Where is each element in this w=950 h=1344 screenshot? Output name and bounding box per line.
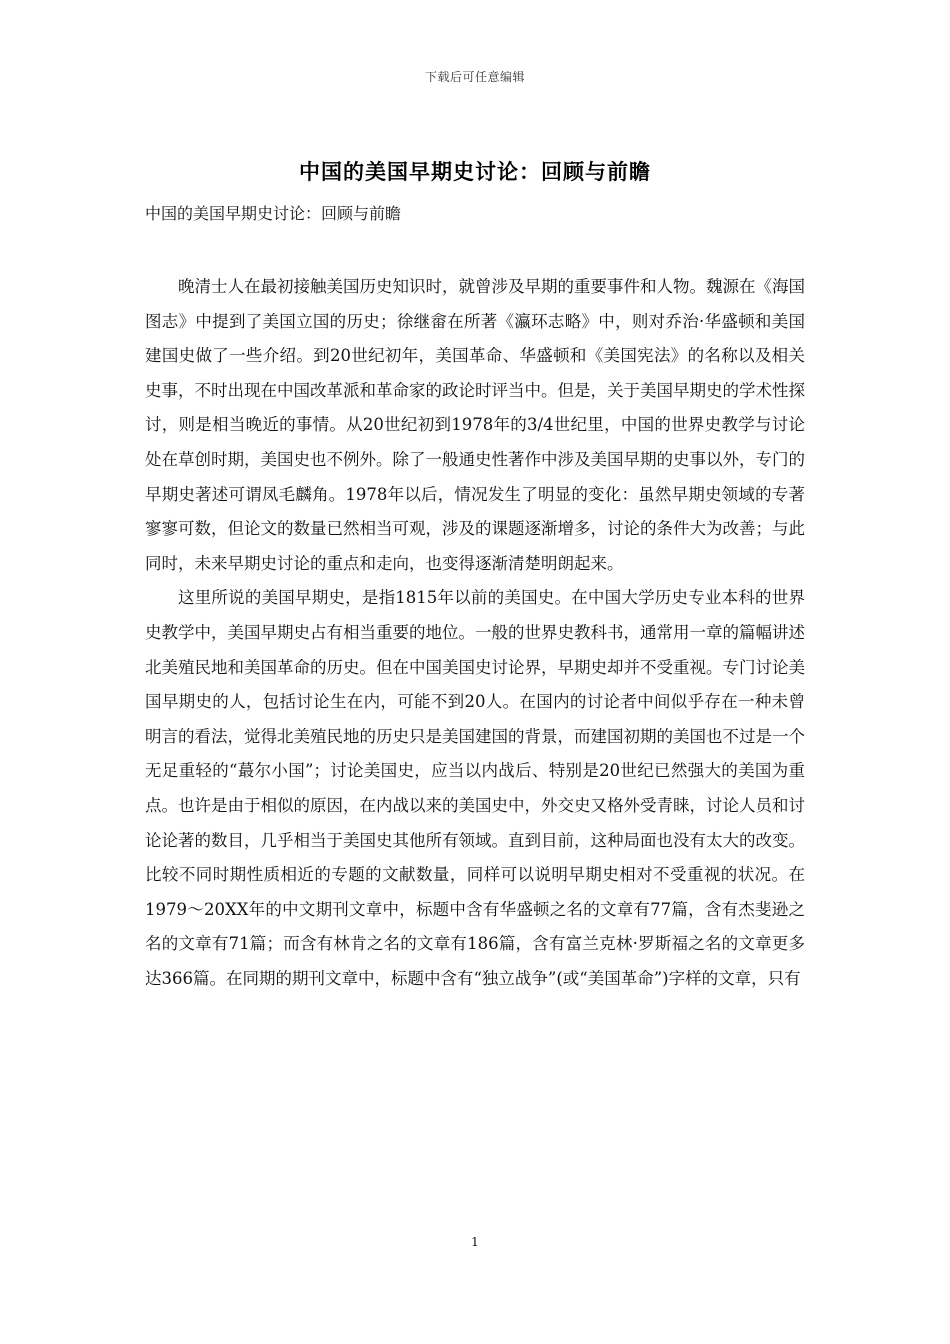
page-header-note: 下载后可任意编辑 — [424, 70, 525, 84]
body-paragraph: 这里所说的美国早期史，是指1815年以前的美国史。在中国大学历史专业本科的世界史教学中，美国早期史占有相当重要的地位。一般的世界史教科书，通常用一章的篇幅讲述北美殖民地和美国革命的历史。但在中国美国史讨论界，早期史却并不受重视。专门讨论美国早期史的人，包括讨论生在内，可能不到20人。在国内的讨论者中间似乎存在一种未曾明言的看法，觉得北美殖民地的历史只是美国建国的背景，而建国初期的美国也不过是一个无足重轻的“蕞尔小国”；讨论美国史，应当以内战后、特别是20世纪已然强大的美国为重点。也许是由于相似的原因，在内战以来的美国史中，外交史又格外受青睐，讨论人员和讨论论著的数目，几乎相当于美国史其他所有领域。直到目前，这种局面也没有太大的改变。比较不同时期性质相近的专题的文献数量，同样可以说明早期史相对不受重视的状况。在1979～20XX年的中文期刊文章中，标题中含有华盛顿之名的文章有77篇，含有杰斐逊之名的文章有71篇；而含有林肯之名的文章有186篇，含有富兰克林·罗斯福之名的文章更多达366篇。在同期的期刊文章中，标题中含有“独立战争”(或“美国革命”)字样的文章，只有 — [145, 588, 805, 988]
page-number: 1 — [471, 1235, 479, 1249]
document-subtitle: 中国的美国早期史讨论：回顾与前瞻 — [145, 204, 402, 223]
body-paragraph: 晚清士人在最初接触美国历史知识时，就曾涉及早期的重要事件和人物。魏源在《海国图志》中提到了美国立国的历史；徐继畲在所著《瀛环志略》中，则对乔治·华盛顿和美国建国史做了一些介绍。到20世纪初年，美国革命、华盛顿和《美国宪法》的名称以及相关史事，不时出现在中国改革派和革命家的政论时评当中。但是，关于美国早期史的学术性探讨，则是相当晚近的事情。从20世纪初到1978年的3/4世纪里，中国的世界史教学与讨论处在草创时期，美国史也不例外。除了一般通史性著作中涉及美国早期的史事以外，专门的早期史著述可谓凤毛麟角。1978年以后，情况发生了明显的变化：虽然早期史领域的专著寥寥可数，但论文的数量已然相当可观，涉及的课题逐渐增多，讨论的条件大为改善；与此同时，未来早期史讨论的重点和走向，也变得逐渐清楚明朗起来。 — [145, 277, 805, 573]
document-title: 中国的美国早期史讨论：回顾与前瞻 — [299, 159, 651, 184]
document-body — [145, 270, 805, 996]
